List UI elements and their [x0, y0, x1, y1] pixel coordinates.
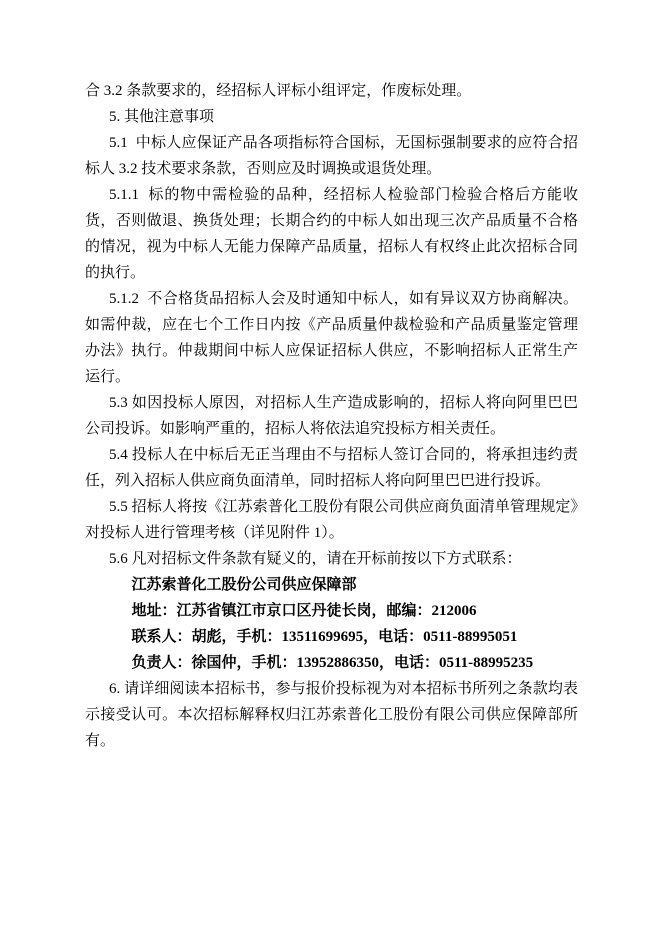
paragraph: 5.1 中标人应保证产品各项指标符合国标，无国标强制要求的应符合招标人 3.2 技术要求条款，否则应及时调换或退货处理。 — [85, 135, 578, 177]
paragraph: 地址：江苏省镇江市京口区丹徒长岗，邮编：212006 — [131, 603, 477, 619]
paragraph: 江苏索普化工股份公司供应保障部 — [131, 577, 357, 593]
paragraph: 5.1.2 不合格货品招标人会及时通知中标人，如有异议双方协商解决。如需仲裁，应在七个工作日内按《产品质量仲裁检验和产品质量鉴定管理办法》执行。仲裁期间中标人应保证招标人供应，不影响招标人正常生产运行。 — [85, 291, 578, 385]
paragraph: 5.3 如因投标人原因，对招标人生产造成影响的，招标人将向阿里巴巴公司投诉。如影响严重的，招标人将依法追究投标方相关责任。 — [85, 395, 578, 437]
paragraph: 负责人：徐国仲，手机：13952886350，电话：0511-88995235 — [131, 655, 534, 671]
paragraph: 合 3.2 条款要求的，经招标人评标小组评定，作废标处理。 — [85, 83, 472, 99]
paragraph: 5.1.1 标的物中需检验的品种，经招标人检验部门检验合格后方能收货，否则做退、换货处理；长期合约的中标人如出现三次产品质量不合格的情况，视为中标人无能力保障产品质量，招标人有权终止此次招标合同的执行。 — [85, 187, 578, 281]
paragraph: 5.6 凡对招标文件条款有疑义的，请在开标前按以下方式联系： — [109, 551, 522, 567]
document-body — [85, 78, 578, 754]
paragraph: 6. 请详细阅读本招标书，参与报价投标视为对本招标书所列之条款均表示接受认可。本次招标解释权归江苏索普化工股份有限公司供应保障部所有。 — [85, 681, 578, 749]
paragraph: 联系人：胡彪，手机：13511699695，电话：0511-88995051 — [131, 629, 518, 645]
paragraph: 5. 其他注意事项 — [109, 109, 215, 125]
paragraph: 5.5 招标人将按《江苏索普化工股份有限公司供应商负面清单管理规定》对投标人进行管理考核（详见附件 1）。 — [85, 499, 578, 541]
paragraph: 5.4 投标人在中标后无正当理由不与招标人签订合同的，将承担违约责任，列入招标人供应商负面清单，同时招标人将向阿里巴巴进行投诉。 — [85, 447, 578, 489]
